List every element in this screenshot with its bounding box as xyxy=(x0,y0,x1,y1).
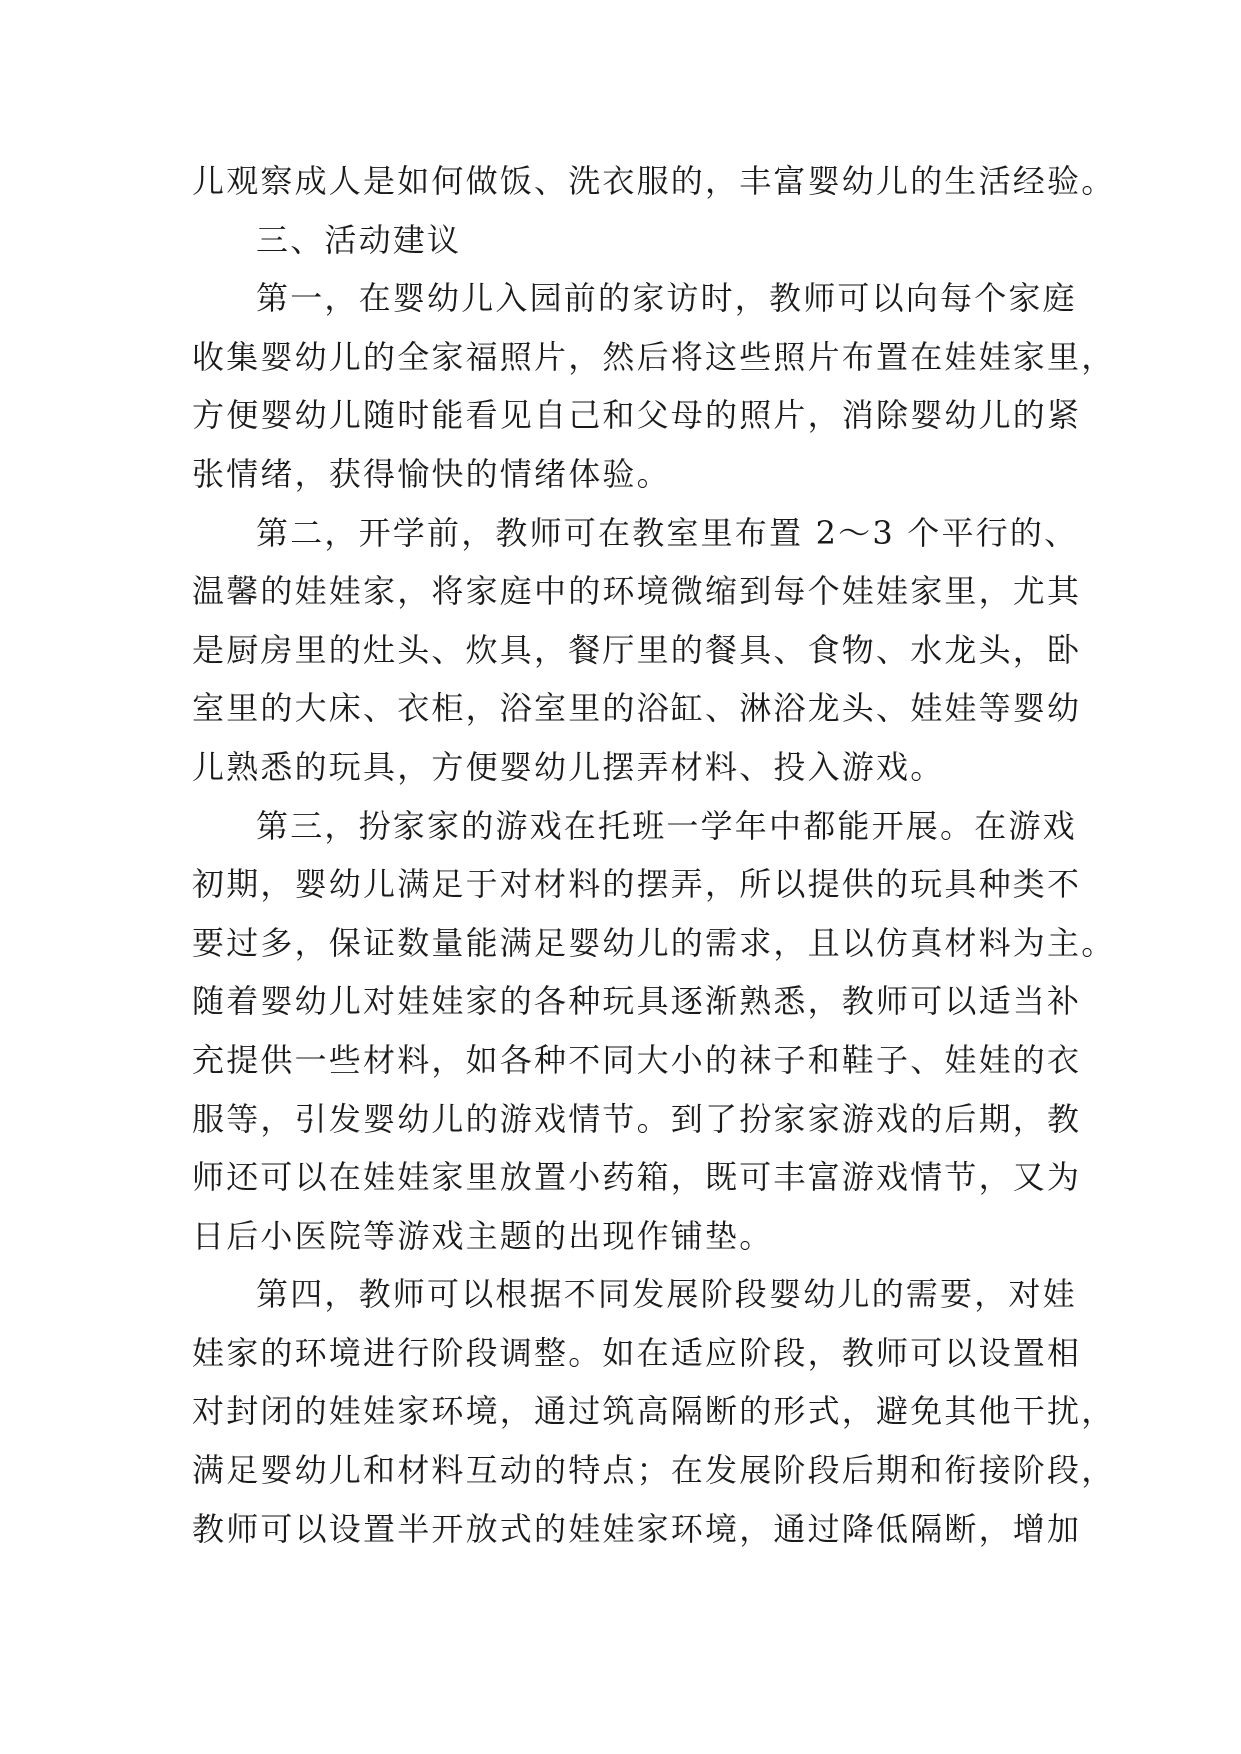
text-line: 服等，引发婴幼儿的游戏情节。到了扮家家游戏的后期，教 xyxy=(192,1099,1082,1138)
text-line: 儿熟悉的玩具，方便婴幼儿摆弄材料、投入游戏。 xyxy=(192,747,945,786)
text-line: 张情绪，获得愉快的情绪体验。 xyxy=(192,454,671,493)
text-line: 室里的大床、衣柜，浴室里的浴缸、淋浴龙头、娃娃等婴幼 xyxy=(192,689,1082,728)
text-line: 要过多，保证数量能满足婴幼儿的需求，且以仿真材料为主。 xyxy=(192,923,1116,962)
text-line: 对封闭的娃娃家环境，通过筑高隔断的形式，避免其他干扰， xyxy=(192,1392,1116,1431)
text-line: 方便婴幼儿随时能看见自己和父母的照片，消除婴幼儿的紧 xyxy=(192,396,1082,435)
text-line: 第二，开学前，教师可在教室里布置 2～3 个平行的、 xyxy=(256,513,1079,552)
body-text xyxy=(192,152,1116,1558)
text-line: 是厨房里的灶头、炊具，餐厅里的餐具、食物、水龙头，卧 xyxy=(192,630,1082,669)
text-line: 第一，在婴幼儿入园前的家访时，教师可以向每个家庭 xyxy=(256,279,1077,318)
text-line: 三、活动建议 xyxy=(256,220,462,259)
text-line: 日后小医院等游戏主题的出现作铺垫。 xyxy=(192,1216,774,1255)
text-line: 儿观察成人是如何做饭、洗衣服的，丰富婴幼儿的生活经验。 xyxy=(192,162,1116,200)
text-line: 教师可以设置半开放式的娃娃家环境，通过降低隔断，增加 xyxy=(192,1509,1082,1548)
text-line: 收集婴幼儿的全家福照片，然后将这些照片布置在娃娃家里， xyxy=(192,337,1116,376)
text-line: 初期，婴幼儿满足于对材料的摆弄，所以提供的玩具种类不 xyxy=(192,865,1082,904)
text-line: 随着婴幼儿对娃娃家的各种玩具逐渐熟悉，教师可以适当补 xyxy=(192,982,1082,1021)
text-line: 第四，教师可以根据不同发展阶段婴幼儿的需要，对娃 xyxy=(256,1275,1077,1314)
text-line: 娃家的环境进行阶段调整。如在适应阶段，教师可以设置相 xyxy=(192,1333,1082,1372)
text-line: 充提供一些材料，如各种不同大小的袜子和鞋子、娃娃的衣 xyxy=(192,1040,1082,1079)
text-line: 满足婴幼儿和材料互动的特点；在发展阶段后期和衔接阶段， xyxy=(192,1451,1116,1490)
text-line: 第三，扮家家的游戏在托班一学年中都能开展。在游戏 xyxy=(256,806,1077,845)
text-line: 温馨的娃娃家，将家庭中的环境微缩到每个娃娃家里，尤其 xyxy=(192,572,1082,611)
text-line: 师还可以在娃娃家里放置小药箱，既可丰富游戏情节，又为 xyxy=(192,1158,1082,1197)
